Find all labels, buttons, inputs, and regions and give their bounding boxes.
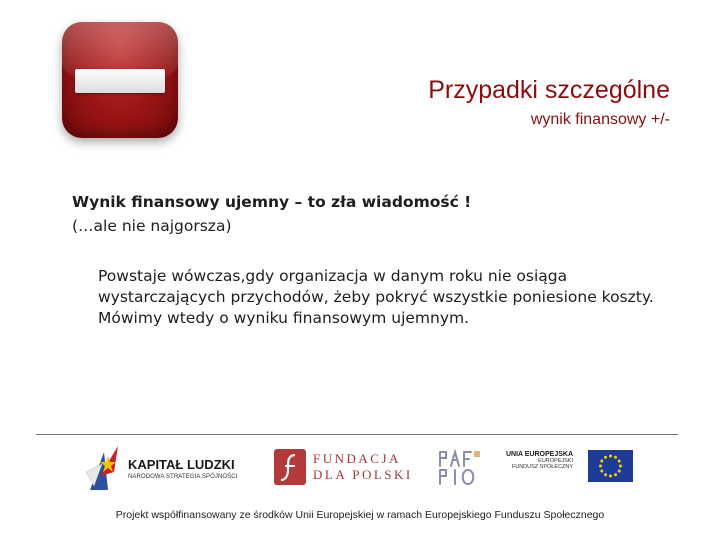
fundacja-mark-icon bbox=[274, 449, 306, 485]
footer-cofinancing-text: Projekt współfinansowany ze środków Unii Europejskiej w ramach Europejskiego Funduszu Społecznego bbox=[115, 509, 605, 521]
footer-divider bbox=[36, 434, 678, 435]
pafpio-logo bbox=[434, 448, 484, 488]
minus-bar bbox=[75, 69, 165, 93]
lead-normal-line: (…ale nie najgorsza) bbox=[72, 217, 232, 235]
ue-line2: EUROPEJSKI bbox=[538, 458, 573, 464]
lead-bold-line: Wynik finansowy ujemny – to zła wiadomość ! bbox=[72, 193, 472, 211]
kapital-ludzki-sub: NARODOWA STRATEGIA SPÓJNOŚCI bbox=[128, 474, 238, 480]
kapital-ludzki-emblem-icon bbox=[84, 442, 124, 492]
eu-flag-icon bbox=[588, 450, 633, 482]
slide-title: Przypadki szczególne bbox=[428, 76, 670, 104]
ue-line3: FUNDUSZ SPOŁECZNY bbox=[511, 464, 573, 470]
fundacja-line1: FUNDACJA bbox=[313, 451, 401, 466]
lead-text bbox=[72, 190, 471, 238]
body-paragraph: Powstaje wówczas,gdy organizacja w danym roku nie osiąga wystarczających przychodów, żeby pokryć wszystkie poniesione koszty. Mówimy wtedy o wyniku finansowym ujemnym. bbox=[98, 267, 654, 327]
fundacja-line2: DLA POLSKI bbox=[313, 467, 413, 482]
minus-sign-icon bbox=[62, 22, 178, 138]
kapital-ludzki-logo bbox=[84, 442, 254, 492]
slide-subtitle: wynik finansowy +/- bbox=[530, 111, 670, 128]
fundacja-dla-polski-logo bbox=[274, 447, 414, 489]
unia-europejska-logo bbox=[505, 447, 635, 487]
kapital-ludzki-name: KAPITAŁ LUDZKI bbox=[128, 457, 235, 472]
ue-line1: UNIA EUROPEJSKA bbox=[505, 451, 573, 458]
